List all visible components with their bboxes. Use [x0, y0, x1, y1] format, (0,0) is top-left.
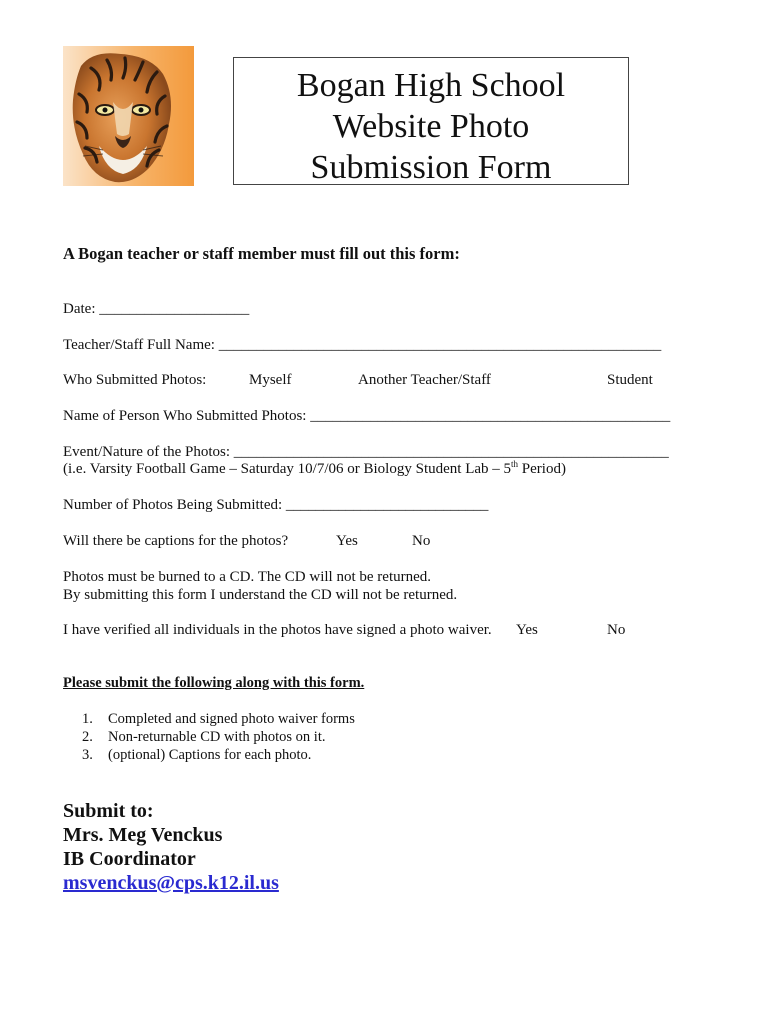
title-line-2: Website Photo	[332, 108, 530, 145]
form-heading: A Bogan teacher or staff member must fill out this form:	[63, 244, 460, 263]
waiver-no-option[interactable]: No	[607, 622, 626, 638]
list-item-text: (optional) Captions for each photo.	[108, 747, 312, 763]
form-title	[233, 57, 629, 185]
title-line-1: Bogan High School	[296, 67, 566, 104]
contact-email-link[interactable]: msvenckus@cps.k12.il.us	[63, 872, 279, 894]
who-option-another-teacher[interactable]: Another Teacher/Staff	[358, 372, 491, 388]
list-item-text: Non-returnable CD with photos on it.	[108, 729, 326, 745]
list-item	[82, 728, 355, 746]
list-item	[82, 710, 355, 728]
contact-name: Mrs. Meg Venckus	[63, 824, 223, 846]
date-field[interactable]: Date: ____________________	[63, 301, 250, 317]
cd-notice-1: Photos must be burned to a CD. The CD will not be returned.	[63, 569, 432, 585]
list-item	[82, 746, 355, 764]
event-field[interactable]: Event/Nature of the Photos: __________________________________________________________	[63, 444, 669, 460]
who-option-myself[interactable]: Myself	[249, 372, 292, 388]
captions-no-option[interactable]: No	[412, 533, 431, 549]
title-line-3: Submission Form	[310, 149, 552, 186]
waiver-yes-option[interactable]: Yes	[516, 622, 538, 638]
submit-list-title: Please submit the following along with this form.	[63, 675, 365, 691]
list-item-number: 1.	[82, 711, 93, 727]
list-item-number: 2.	[82, 729, 93, 745]
event-example-sup: th	[511, 459, 519, 469]
event-example-text: (i.e. Varsity Football Game – Saturday 10/7/06 or Biology Student Lab – 5	[63, 461, 512, 477]
list-item-text: Completed and signed photo waiver forms	[108, 711, 355, 727]
submit-to-label: Submit to:	[63, 800, 154, 822]
captions-yes-option[interactable]: Yes	[336, 533, 358, 549]
event-example	[63, 461, 566, 478]
contact-role: IB Coordinator	[63, 848, 196, 870]
tiger-logo	[63, 46, 194, 186]
waiver-question: I have verified all individuals in the photos have signed a photo waiver.	[63, 622, 492, 638]
full-name-field[interactable]: Teacher/Staff Full Name: ___________________________________________________________	[63, 337, 662, 353]
who-submitted-label: Who Submitted Photos:	[63, 372, 207, 388]
cd-notice-2: By submitting this form I understand the CD will not be returned.	[63, 587, 458, 603]
num-photos-field[interactable]: Number of Photos Being Submitted: ___________________________	[63, 497, 489, 513]
submit-list	[82, 710, 355, 764]
list-item-number: 3.	[82, 747, 93, 763]
captions-question: Will there be captions for the photos?	[63, 533, 289, 549]
who-option-student[interactable]: Student	[607, 372, 653, 388]
submitter-name-field[interactable]: Name of Person Who Submitted Photos: ________________________________________________	[63, 408, 671, 424]
event-example-end: Period)	[518, 461, 566, 477]
